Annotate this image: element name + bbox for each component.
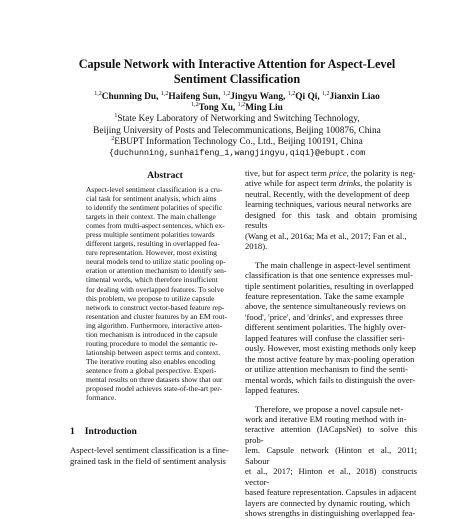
abstract-line: resentation and cluster features by an EM rout- <box>86 311 227 321</box>
abstract-line: routing procedure to model the semantic re- <box>86 338 218 348</box>
line2-affiliation-marker: 1,2 <box>191 102 199 109</box>
abstract-line: targets in their context. The main challenge <box>86 212 216 222</box>
paragraph-continued <box>245 168 417 252</box>
right-column-line: the most active feature by max-pooling operation <box>245 353 415 364</box>
abstract-line: mental results on three datasets show that our <box>86 374 223 384</box>
abstract-line: cial task for sentiment analysis, which aims <box>86 194 217 204</box>
right-column-line: classification is that one sentence expresses mul- <box>245 270 414 281</box>
right-column-line: lem. Capsule network (Hinton et al., 2011; Sabour <box>245 445 417 466</box>
line1-author-name: Qi Qi, <box>295 92 323 102</box>
right-column-line: et al., 2017; Hinton et al., 2018) constructs vector- <box>245 466 417 487</box>
line1-author-name: Jianxin Liao <box>329 92 380 102</box>
title-line-1: Capsule Network with Interactive Attention for Aspect-Level <box>78 57 396 71</box>
author-emails: {duchunning,sunhaifeng_1,wangjingyu,qiqi}@ebupt.com <box>108 148 366 159</box>
affiliation-2-marker: 2 <box>111 135 115 142</box>
right-column-line: tiple sentiment polarities, resulting in overlapped <box>245 280 414 291</box>
right-column-line: shows strengths in distinguishing overlapped fea- <box>245 508 416 519</box>
right-column-line: or utilize attention mechanism to find the senti- <box>245 364 409 375</box>
abstract-line: timental words, which therefore insufficient <box>86 275 218 285</box>
abstract-line: this problem, we propose to utilize capsule <box>86 293 215 303</box>
abstract-line: eration or attention mechanism to identify sen- <box>86 266 227 276</box>
right-column <box>245 168 417 519</box>
line1-affiliation-marker: 1,2 <box>287 90 296 97</box>
right-column-line: learning techniques, various neural networks are <box>245 199 412 210</box>
abstract-line: The iterative routing also enables encoding <box>86 356 216 366</box>
abstract-line: formance. <box>86 393 117 403</box>
right-column-line: Therefore, we propose a novel capsule net- <box>255 403 404 414</box>
line2-author-name: Tong Xu, <box>198 103 238 114</box>
right-column-line: ative while for aspect term drinks, the polarity is <box>245 178 412 189</box>
abstract-line: network to construct vector-based feature rep- <box>86 302 225 312</box>
abstract-line: neural models tend to utilize static pooling op- <box>86 257 226 267</box>
abstract-line: proposed model achieves state-of-the-art per- <box>86 384 223 394</box>
right-column-line: 2018). <box>245 241 268 252</box>
affiliation-1-marker: 1 <box>114 113 118 120</box>
right-column-line: neutral. Recently, with the development of deep <box>245 188 410 199</box>
right-column-line: lapped features will confuse the classifier seri- <box>245 332 405 343</box>
right-column-line: (Wang et al., 2016a; Ma et al., 2017; Fan et al., <box>245 230 407 241</box>
affiliation-1-line-1: State Key Laboratory of Networking and Switching Technology, <box>117 114 360 125</box>
abstract-heading: Abstract <box>147 170 183 181</box>
line2-author-name: Ming Liu <box>245 103 283 114</box>
abstract-line: comes from multi-aspect sentences, which ex- <box>86 221 225 231</box>
right-column-line: work and iterative EM routing method with in- <box>245 413 407 424</box>
section-title: Introduction <box>84 426 137 437</box>
affiliation-1 <box>30 114 444 125</box>
abstract-body <box>86 185 238 402</box>
line1-affiliation-marker: 1,2 <box>160 90 169 97</box>
authors-line-2 <box>30 103 444 114</box>
right-column-line: different sentiment polarities. The highly over- <box>245 322 406 333</box>
right-column-line: feature representation. Take the same example <box>245 290 405 301</box>
affiliation-1-line-2: Beijing University of Posts and Telecommunications, Beijing 100876, China <box>93 125 381 136</box>
right-column-line: tive, but for aspect term price, the polarity is neg- <box>245 168 416 178</box>
line2-affiliation-marker: 1,2 <box>237 102 246 109</box>
right-column-line: mental words, which fails to distinguish the over- <box>245 374 416 385</box>
abstract-line: ing algorithm. Furthermore, interactive atten- <box>86 320 223 330</box>
line1-author-name: Haifeng Sun, <box>168 92 223 102</box>
right-column-line: layers are connected by dynamic routing, which <box>245 497 410 508</box>
right-column-line: lapped features. <box>245 385 300 396</box>
right-column-line: teractive attention (IACapsNet) to solve this prob- <box>245 424 417 445</box>
abstract-line: to identify the sentiment polarities of specific <box>86 203 223 213</box>
paper-title <box>40 57 434 87</box>
intro-line-1: Aspect-level sentiment classification is a fine- <box>70 445 229 455</box>
section-number: 1 <box>70 426 75 437</box>
abstract-line: ture representation. However, most existing <box>86 248 217 258</box>
affiliation-2 <box>30 137 444 148</box>
right-column-line: based feature representation. Capsules in adjacent <box>245 487 417 498</box>
paragraph-proposal <box>245 404 417 519</box>
right-column-line: ously. However, most existing methods only keep <box>245 343 416 354</box>
right-column-line: above, the sentence simultaneously reviews on <box>245 301 406 312</box>
line1-author-name: Jingyu Wang, <box>230 92 288 102</box>
affiliation-2-line-1: EBUPT Information Technology Co., Ltd., Beijing 100191, China <box>114 136 363 147</box>
author-block <box>30 92 444 159</box>
abstract-line: lationship between aspect terms and context. <box>86 347 221 357</box>
abstract-line: Aspect-level sentiment classification is a cru- <box>86 185 223 194</box>
right-column-line: The main challenge in aspect-level sentiment <box>255 259 411 270</box>
intro-line-2: grained task in the field of sentiment analysis <box>70 455 226 466</box>
line1-author-name: Chunning Du, <box>101 92 161 102</box>
abstract-line: different targets, resulting in overlapped fea- <box>86 239 220 249</box>
line1-affiliation-marker: 1,2 <box>94 90 102 97</box>
right-column-line: designed for this task and obtain promising results <box>245 209 417 231</box>
right-column-line: 'food', 'price', and 'drinks', and expresses three <box>245 311 403 322</box>
abstract-line: press multiple sentiment polarities towards <box>86 230 215 240</box>
abstract-line: sentence from a global perspective. Experi- <box>86 365 217 375</box>
abstract-line: for dealing with overlapped features. To solve <box>86 284 224 294</box>
introduction-heading <box>70 426 137 437</box>
line1-affiliation-marker: 1,2 <box>322 90 330 97</box>
line1-affiliation-marker: 1,2 <box>222 90 231 97</box>
title-line-2: Sentiment Classification <box>173 72 301 86</box>
abstract-line: tion mechanism is introduced in the capsule <box>86 329 218 339</box>
introduction-body <box>70 445 258 466</box>
paragraph-challenge <box>245 260 417 396</box>
